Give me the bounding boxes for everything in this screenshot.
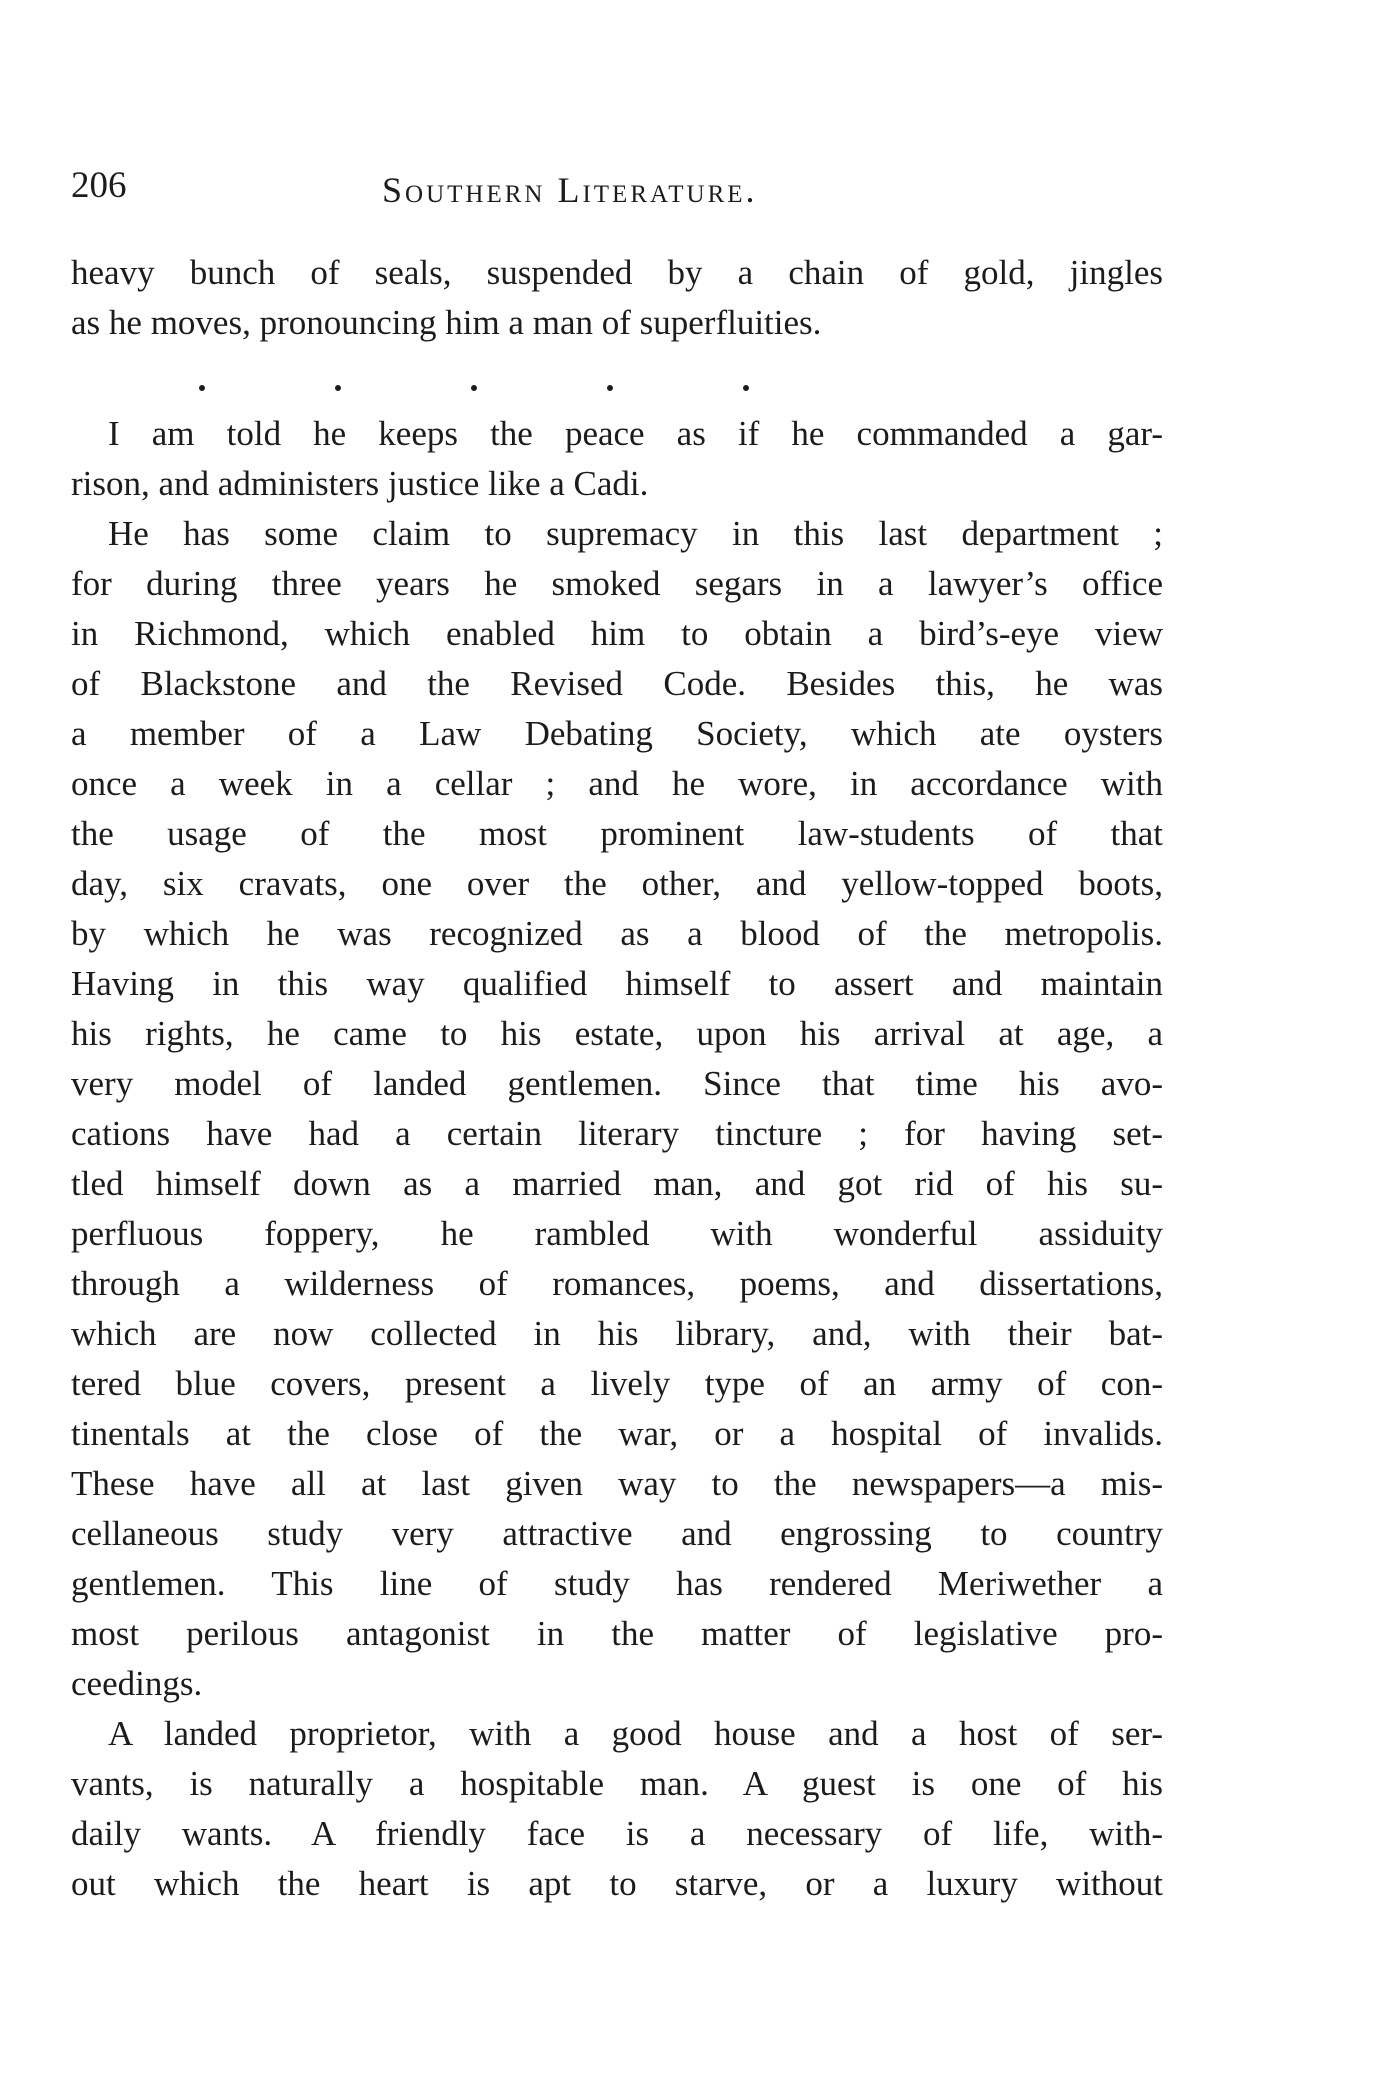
text-line: of Blackstone and the Revised Code. Besides this, he was xyxy=(71,664,1163,703)
text-line: by which he was recognized as a blood of the metropolis. xyxy=(71,914,1163,953)
text-line: for during three years he smoked segars in a lawyer’s office xyxy=(71,564,1163,603)
text-line: day, six cravats, one over the other, and yellow-topped boots, xyxy=(71,864,1163,903)
text-line: most perilous antagonist in the matter of legislative pro- xyxy=(71,1614,1163,1653)
text-line: the usage of the most prominent law-students of that xyxy=(71,814,1163,853)
paragraph-first-line: A landed proprietor, with a good house and a host of ser- xyxy=(108,1714,1163,1753)
text-line: vants, is naturally a hospitable man. A guest is one of his xyxy=(71,1764,1163,1803)
text-line: Having in this way qualified himself to assert and maintain xyxy=(71,964,1163,1003)
ellipsis-dot xyxy=(743,385,749,391)
paragraph-continuation xyxy=(71,248,1163,348)
text-line: once a week in a cellar ; and he wore, in accordance with xyxy=(71,764,1163,803)
text-line: daily wants. A friendly face is a necessary of life, with- xyxy=(71,1814,1163,1853)
text-line: These have all at last given way to the newspapers—a mis- xyxy=(71,1464,1163,1503)
ellipsis-separator xyxy=(71,385,1163,395)
text-line: tered blue covers, present a lively type of an army of con- xyxy=(71,1364,1163,1403)
text-line: through a wilderness of romances, poems, and dissertations, xyxy=(71,1264,1163,1303)
text-line: his rights, he came to his estate, upon his arrival at age, a xyxy=(71,1014,1163,1053)
running-head: Southern Literature. xyxy=(382,170,758,210)
text-line: which are now collected in his library, and, with their bat- xyxy=(71,1314,1163,1353)
text-line: ceedings. xyxy=(71,1664,203,1703)
text-line: cations have had a certain literary tincture ; for having set- xyxy=(71,1114,1163,1153)
ellipsis-dot xyxy=(607,385,613,391)
text-line: very model of landed gentlemen. Since that time his avo- xyxy=(71,1064,1163,1103)
text-line: out which the heart is apt to starve, or a luxury without xyxy=(71,1864,1163,1903)
text-line: rison, and administers justice like a Cadi. xyxy=(71,464,649,503)
text-line: gentlemen. This line of study has rendered Meriwether a xyxy=(71,1564,1163,1603)
text-line: as he moves, pronouncing him a man of superfluities. xyxy=(71,303,822,342)
text-line: heavy bunch of seals, suspended by a chain of gold, jingles xyxy=(71,253,1163,292)
text-line: tled himself down as a married man, and got rid of his su- xyxy=(71,1164,1163,1203)
paragraph-first-line: I am told he keeps the peace as if he commanded a gar- xyxy=(108,414,1163,453)
text-line: in Richmond, which enabled him to obtain a bird’s-eye view xyxy=(71,614,1163,653)
ellipsis-dot xyxy=(199,385,205,391)
page-number: 206 xyxy=(71,165,127,206)
ellipsis-text xyxy=(71,345,73,346)
body-text xyxy=(71,409,1163,1909)
ellipsis-dot xyxy=(471,385,477,391)
paragraph-first-line: He has some claim to supremacy in this last department ; xyxy=(108,514,1163,553)
text-line: perfluous foppery, he rambled with wonderful assiduity xyxy=(71,1214,1163,1253)
text-line: tinentals at the close of the war, or a hospital of invalids. xyxy=(71,1414,1163,1453)
text-line: a member of a Law Debating Society, which ate oysters xyxy=(71,714,1163,753)
ellipsis-dot xyxy=(335,385,341,391)
text-line: cellaneous study very attractive and engrossing to country xyxy=(71,1514,1163,1553)
